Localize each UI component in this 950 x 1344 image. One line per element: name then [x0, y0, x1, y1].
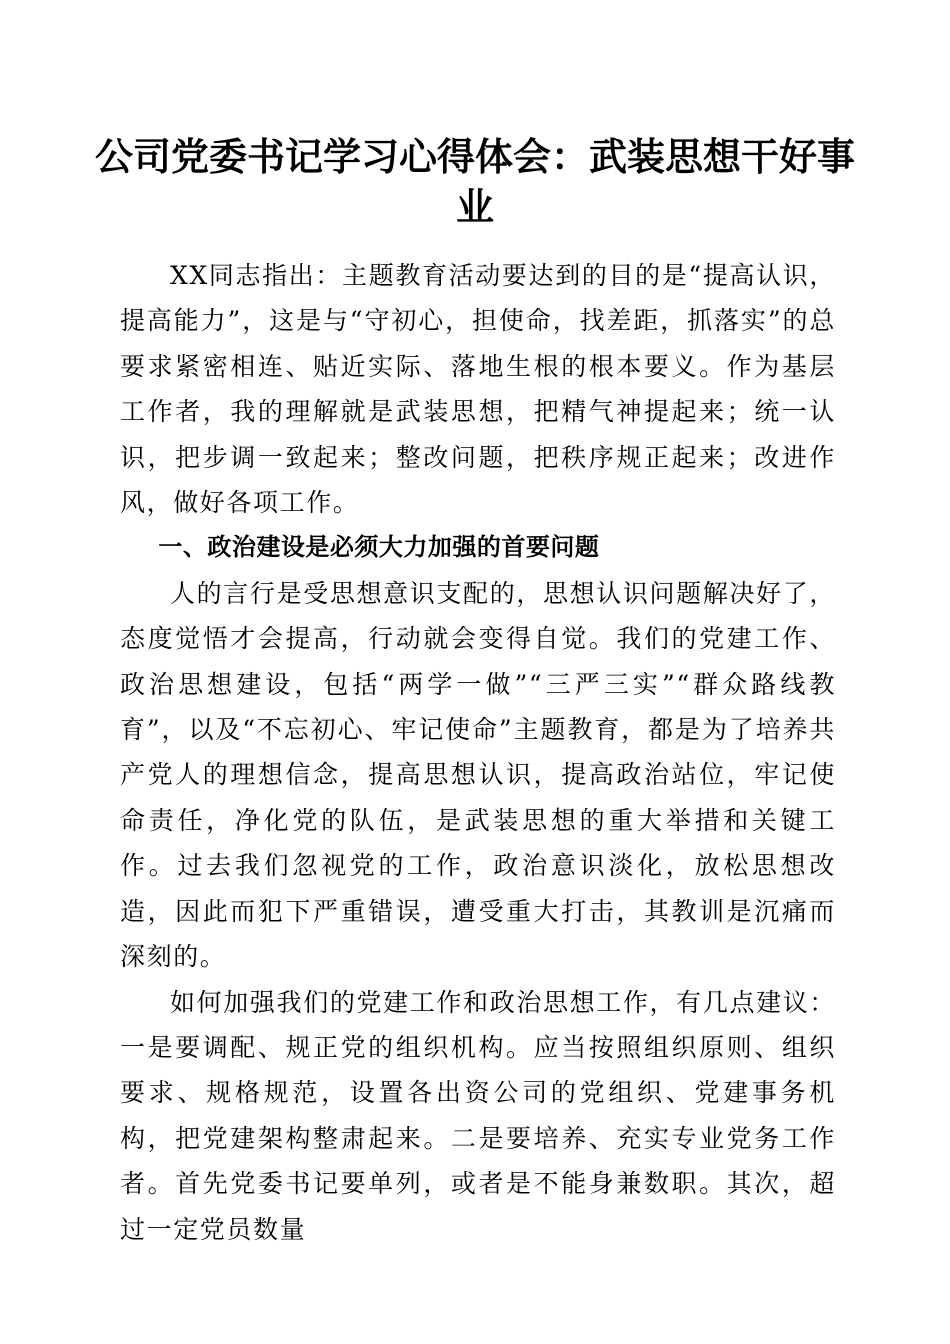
body-paragraph: 人的言行是受思想意识支配的，思想认识问题解决好了，态度觉悟才会提高，行动就会变得自觉。我们的党建工作、政治思想建设，包括“两学一做”“三严三实”“群众路线教育”，以及“不忘初心、牢记使命”主题教育，都是为了培养共产党人的理想信念，提高思想认识，提高政治站位，牢记使命责任，净化党的队伍，是武装思想的重大举措和关键工作。过去我们忽视党的工作，政治意识淡化，放松思想改造，因此而犯下严重错误，遭受重大打击，其教训是沉痛而深刻的。: [120, 578, 836, 972]
document-body: [120, 253, 836, 1252]
document-title: 公司党委书记学习心得体会：武装思想干好事业: [95, 134, 856, 229]
intro-paragraph: XX同志指出：主题教育活动要达到的目的是“提高认识，提高能力”，这是与“守初心，担使命，找差距，抓落实”的总要求紧密相连、贴近实际、落地生根的根本要义。作为基层工作者，我的理解就是武装思想，把精气神提起来；统一认识，把步调一致起来；整改问题，把秩序规正起来；改进作风，做好各项工作。: [120, 261, 836, 518]
body-paragraph: 如何加强我们的党建工作和政治思想工作，有几点建议：一是要调配、规正党的组织机构。应当按照组织原则、组织要求、规格规范，设置各出资公司的党组织、党建事务机构，把党建架构整肃起来。二是要培养、充实专业党务工作者。首先党委书记要单列，或者是不能身兼数职。其次，超过一定党员数量: [120, 987, 836, 1244]
section-heading: 一、政治建设是必须大力加强的首要问题: [158, 533, 600, 562]
